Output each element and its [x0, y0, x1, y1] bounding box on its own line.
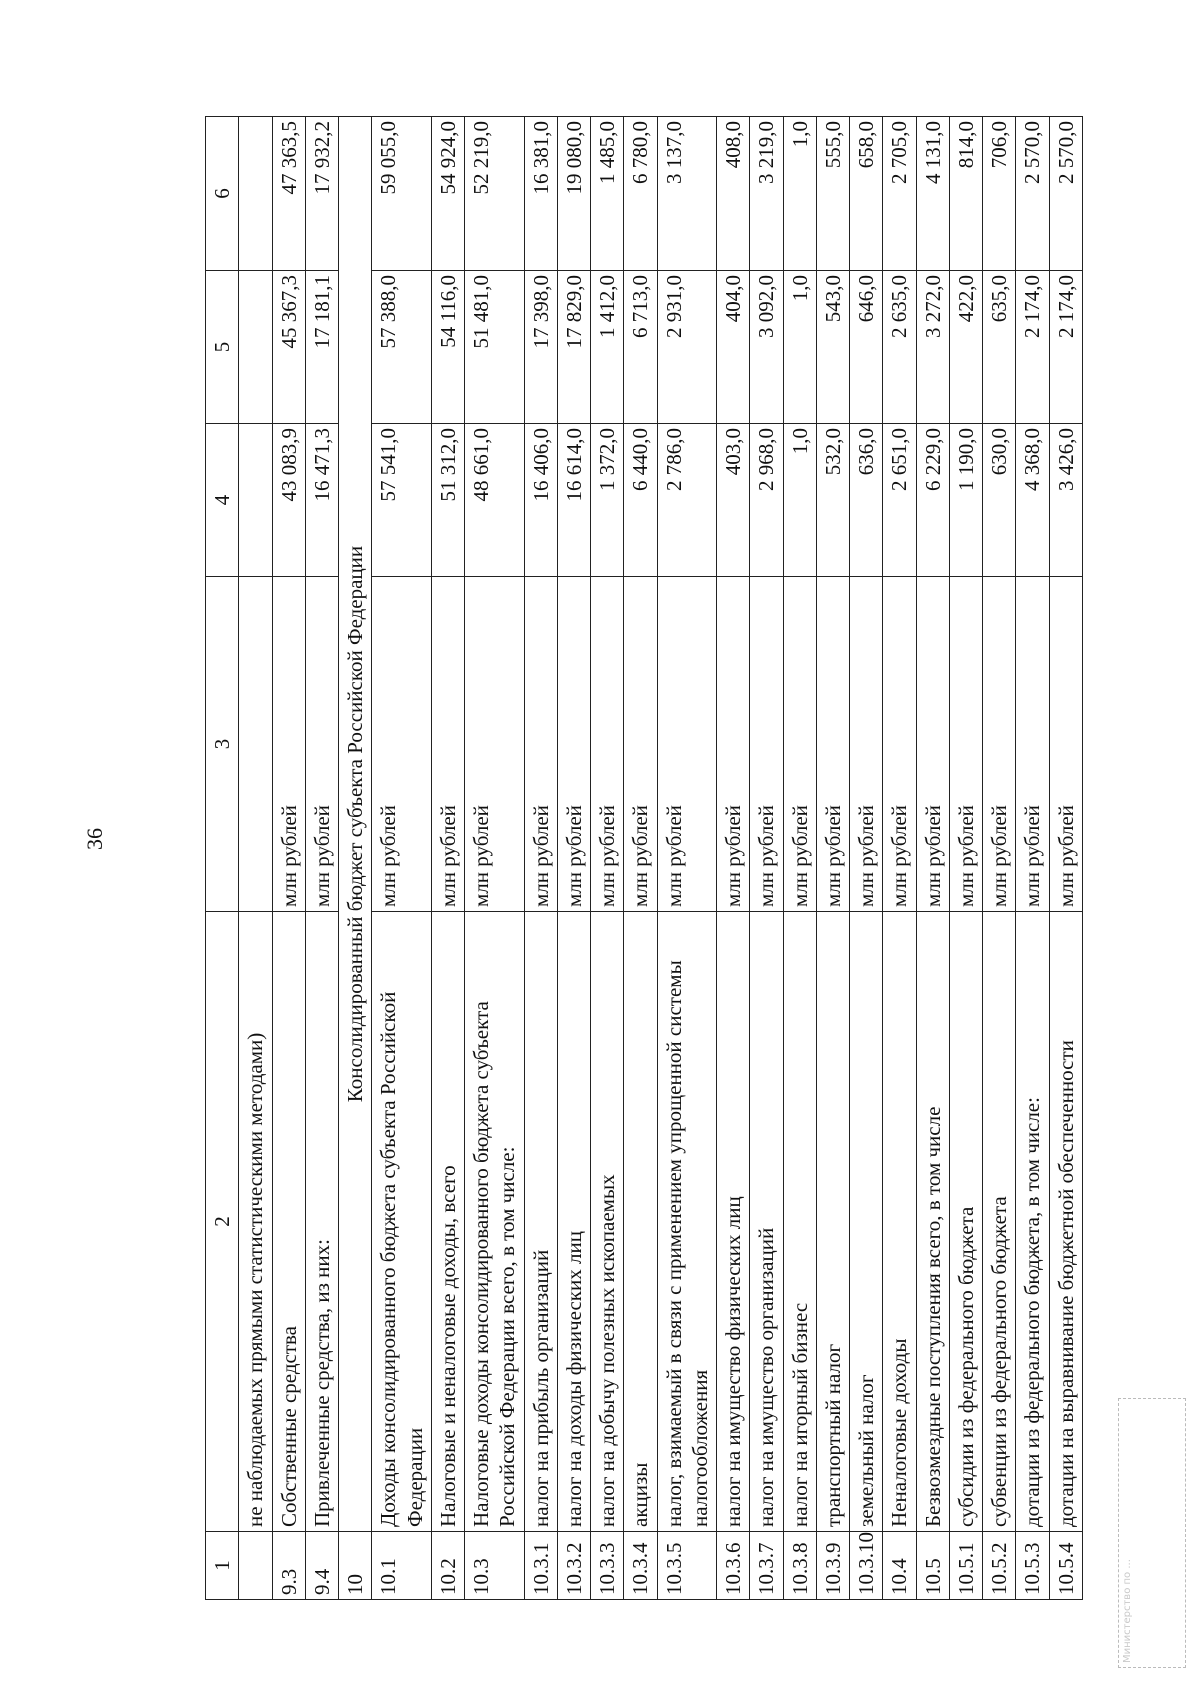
value-cell: 3 092,0	[750, 271, 783, 424]
value-cell: 17 932,2	[305, 117, 338, 271]
table-row	[524, 117, 557, 1600]
unit-cell: млн рублей	[1016, 577, 1049, 912]
value-cell: 4 368,0	[1016, 424, 1049, 577]
section-title: Консолидированный бюджет субъекта Российской Федерации	[339, 117, 372, 1532]
name-cell: Собственные средства	[272, 912, 305, 1532]
name-cell: налог на имущество физических лиц	[717, 912, 750, 1532]
value-cell: 2 174,0	[1049, 271, 1082, 424]
code-cell: 10.4	[883, 1532, 916, 1600]
value-cell: 2 635,0	[883, 271, 916, 424]
value-cell: 2 570,0	[1016, 117, 1049, 271]
indicators-table	[205, 116, 1083, 1600]
unit-cell: млн рублей	[883, 577, 916, 912]
table-row	[916, 117, 949, 1600]
table-row	[850, 117, 883, 1600]
unit-cell: млн рублей	[524, 577, 557, 912]
registration-stamp-icon	[1118, 1398, 1186, 1668]
name-cell: Неналоговые доходы	[883, 912, 916, 1532]
value-cell: 3 219,0	[750, 117, 783, 271]
code-cell: 10.3.10	[850, 1532, 883, 1600]
code-cell: 10.5.2	[983, 1532, 1016, 1600]
value-cell: 636,0	[850, 424, 883, 577]
value-cell: 630,0	[983, 424, 1016, 577]
value-cell: 1 372,0	[591, 424, 624, 577]
table-row	[239, 117, 272, 1600]
code-cell: 10.5	[916, 1532, 949, 1600]
table-row	[717, 117, 750, 1600]
value-cell: 16 471,3	[305, 424, 338, 577]
value-cell: 2 705,0	[883, 117, 916, 271]
code-cell	[239, 1532, 272, 1600]
name-cell: Налоговые и неналоговые доходы, всего	[431, 912, 464, 1532]
unit-cell: млн рублей	[305, 577, 338, 912]
table-row	[465, 117, 525, 1600]
value-cell: 43 083,9	[272, 424, 305, 577]
value-cell: 555,0	[816, 117, 849, 271]
value-cell: 51 481,0	[465, 271, 525, 424]
code-cell: 10.5.3	[1016, 1532, 1049, 1600]
table-row	[272, 117, 305, 1600]
name-cell: Безвозмездные поступления всего, в том числе	[916, 912, 949, 1532]
value-cell: 543,0	[816, 271, 849, 424]
unit-cell: млн рублей	[591, 577, 624, 912]
value-cell: 2 786,0	[657, 424, 717, 577]
value-cell: 646,0	[850, 271, 883, 424]
name-cell: земельный налог	[850, 912, 883, 1532]
code-cell: 10.5.4	[1049, 1532, 1082, 1600]
value-cell	[239, 424, 272, 577]
code-cell: 10.2	[431, 1532, 464, 1600]
table-row	[949, 117, 982, 1600]
page-number: 36	[82, 828, 107, 850]
unit-cell: млн рублей	[750, 577, 783, 912]
code-cell: 10.3.5	[657, 1532, 717, 1600]
table-row	[983, 117, 1016, 1600]
value-cell: 54 924,0	[431, 117, 464, 271]
code-cell: 10.3.9	[816, 1532, 849, 1600]
code-cell: 9.4	[305, 1532, 338, 1600]
table-header-row	[206, 117, 239, 1600]
header-cell: 1	[206, 1532, 239, 1600]
value-cell	[239, 117, 272, 271]
name-cell: налог, взимаемый в связи с применением упрощенной системы налогообложения	[657, 912, 717, 1532]
table-row	[750, 117, 783, 1600]
value-cell: 1,0	[783, 424, 816, 577]
name-cell: транспортный налог	[816, 912, 849, 1532]
value-cell: 59 055,0	[372, 117, 432, 271]
code-cell: 10.3.1	[524, 1532, 557, 1600]
name-cell: налог на прибыль организаций	[524, 912, 557, 1532]
header-cell: 5	[206, 271, 239, 424]
value-cell: 45 367,3	[272, 271, 305, 424]
table-row	[1016, 117, 1049, 1600]
name-cell: акцизы	[624, 912, 657, 1532]
value-cell: 1,0	[783, 271, 816, 424]
unit-cell: млн рублей	[431, 577, 464, 912]
code-cell: 10.3.4	[624, 1532, 657, 1600]
name-cell: субвенции из федерального бюджета	[983, 912, 1016, 1532]
code-cell: 10.3.2	[557, 1532, 590, 1600]
table-row	[657, 117, 717, 1600]
table-row	[305, 117, 338, 1600]
name-cell: Привлеченные средства, из них:	[305, 912, 338, 1532]
value-cell: 57 541,0	[372, 424, 432, 577]
value-cell: 6 780,0	[624, 117, 657, 271]
section-code: 10	[339, 1532, 372, 1600]
value-cell: 404,0	[717, 271, 750, 424]
name-cell: Налоговые доходы консолидированного бюджета субъекта Российской Федерации всего, в том числе:	[465, 912, 525, 1532]
name-cell: налог на добычу полезных ископаемых	[591, 912, 624, 1532]
value-cell: 635,0	[983, 271, 1016, 424]
table-row	[783, 117, 816, 1600]
value-cell: 47 363,5	[272, 117, 305, 271]
value-cell: 16 406,0	[524, 424, 557, 577]
table-row	[1049, 117, 1082, 1600]
value-cell: 3 272,0	[916, 271, 949, 424]
value-cell: 17 829,0	[557, 271, 590, 424]
rotated-table-container	[205, 117, 1085, 1600]
code-cell: 9.3	[272, 1532, 305, 1600]
code-cell: 10.3.3	[591, 1532, 624, 1600]
value-cell: 6 229,0	[916, 424, 949, 577]
unit-cell: млн рублей	[850, 577, 883, 912]
unit-cell: млн рублей	[1049, 577, 1082, 912]
value-cell: 48 661,0	[465, 424, 525, 577]
name-cell: не наблюдаемых прямыми статистическими методами)	[239, 912, 272, 1532]
value-cell: 1,0	[783, 117, 816, 271]
name-cell: субсидии из федерального бюджета	[949, 912, 982, 1532]
name-cell: налог на игорный бизнес	[783, 912, 816, 1532]
value-cell: 532,0	[816, 424, 849, 577]
value-cell	[239, 271, 272, 424]
header-cell: 2	[206, 912, 239, 1532]
unit-cell: млн рублей	[916, 577, 949, 912]
value-cell: 408,0	[717, 117, 750, 271]
value-cell: 17 181,1	[305, 271, 338, 424]
value-cell: 1 190,0	[949, 424, 982, 577]
value-cell: 57 388,0	[372, 271, 432, 424]
name-cell: Доходы консолидированного бюджета субъекта Российской Федерации	[372, 912, 432, 1532]
value-cell: 1 485,0	[591, 117, 624, 271]
section-row	[339, 117, 372, 1600]
unit-cell: млн рублей	[949, 577, 982, 912]
table-row	[816, 117, 849, 1600]
unit-cell: млн рублей	[816, 577, 849, 912]
value-cell: 2 174,0	[1016, 271, 1049, 424]
value-cell: 2 931,0	[657, 271, 717, 424]
unit-cell: млн рублей	[272, 577, 305, 912]
value-cell: 814,0	[949, 117, 982, 271]
code-cell: 10.3.6	[717, 1532, 750, 1600]
value-cell: 2 570,0	[1049, 117, 1082, 271]
table-row	[624, 117, 657, 1600]
code-cell: 10.5.1	[949, 1532, 982, 1600]
value-cell: 54 116,0	[431, 271, 464, 424]
unit-cell: млн рублей	[624, 577, 657, 912]
code-cell: 10.3.8	[783, 1532, 816, 1600]
value-cell: 3 137,0	[657, 117, 717, 271]
unit-cell: млн рублей	[465, 577, 525, 912]
value-cell: 706,0	[983, 117, 1016, 271]
table-row	[883, 117, 916, 1600]
unit-cell	[239, 577, 272, 912]
value-cell: 6 713,0	[624, 271, 657, 424]
unit-cell: млн рублей	[783, 577, 816, 912]
header-cell: 3	[206, 577, 239, 912]
value-cell: 3 426,0	[1049, 424, 1082, 577]
unit-cell: млн рублей	[557, 577, 590, 912]
value-cell: 16 381,0	[524, 117, 557, 271]
header-cell: 4	[206, 424, 239, 577]
table-row	[591, 117, 624, 1600]
code-cell: 10.3	[465, 1532, 525, 1600]
code-cell: 10.3.7	[750, 1532, 783, 1600]
name-cell: дотации на выравнивание бюджетной обеспеченности	[1049, 912, 1082, 1532]
value-cell: 4 131,0	[916, 117, 949, 271]
unit-cell: млн рублей	[717, 577, 750, 912]
name-cell: дотации из федерального бюджета, в том числе:	[1016, 912, 1049, 1532]
table-row	[557, 117, 590, 1600]
unit-cell: млн рублей	[657, 577, 717, 912]
header-cell: 6	[206, 117, 239, 271]
stamp-text: Министерство по ...	[1122, 1559, 1133, 1663]
name-cell: налог на доходы физических лиц	[557, 912, 590, 1532]
value-cell: 2 651,0	[883, 424, 916, 577]
value-cell: 19 080,0	[557, 117, 590, 271]
value-cell: 17 398,0	[524, 271, 557, 424]
code-cell: 10.1	[372, 1532, 432, 1600]
unit-cell: млн рублей	[983, 577, 1016, 912]
table-row	[431, 117, 464, 1600]
unit-cell: млн рублей	[372, 577, 432, 912]
value-cell: 422,0	[949, 271, 982, 424]
value-cell: 1 412,0	[591, 271, 624, 424]
value-cell: 2 968,0	[750, 424, 783, 577]
value-cell: 403,0	[717, 424, 750, 577]
value-cell: 51 312,0	[431, 424, 464, 577]
value-cell: 658,0	[850, 117, 883, 271]
name-cell: налог на имущество организаций	[750, 912, 783, 1532]
value-cell: 16 614,0	[557, 424, 590, 577]
value-cell: 52 219,0	[465, 117, 525, 271]
table-row	[372, 117, 432, 1600]
value-cell: 6 440,0	[624, 424, 657, 577]
